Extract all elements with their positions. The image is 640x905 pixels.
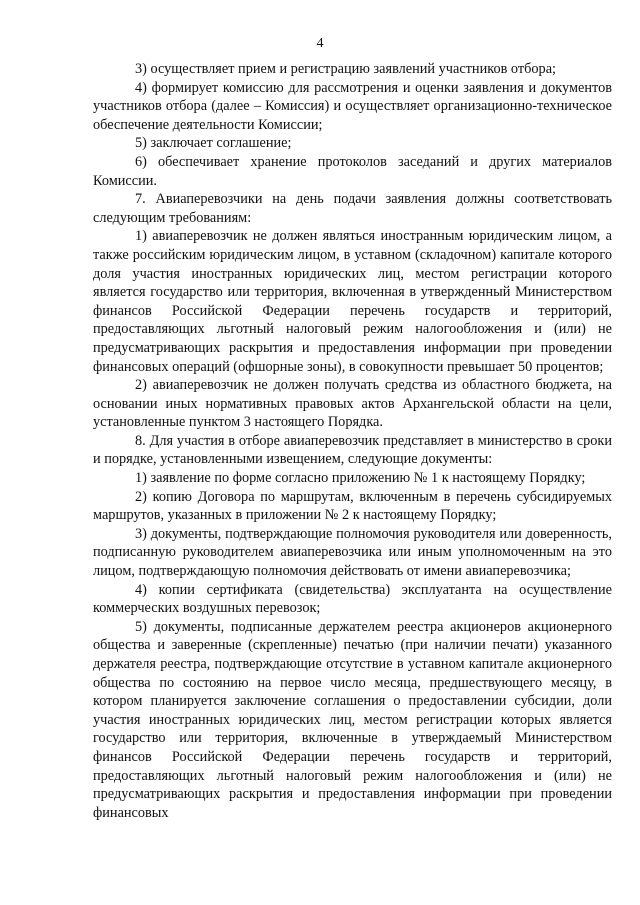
paragraph-document-3: 3) документы, подтверждающие полномочия руководителя или доверенность, подписанную руководителем авиаперевозчика или иным уполномоченным на это лицом, подтверждающую полномочия действовать от имени авиаперевозчика; [93,525,612,580]
paragraph-document-5: 5) документы, подписанные держателем реестра акционеров акционерного общества и заверенные (скрепленные) печатью (при наличии печати) указанного держателя реестра, подтверждающие отсутствие в уставном капитале акционерного общества по состоянию на первое число месяца, предшествующего месяцу, в котором планируется заключение соглашения о предоставлении субсидии, доли участия иностранных юридических лиц, местом регистрации которых является государство или территория, включенные в утверждаемый Министерством финансов Российской Федерации перечень государств и территорий, предоставляющих льготный налоговый режим налогообложения и (или) не предусматривающих раскрытия и предоставления информации при проведении финансовых [93,618,612,821]
paragraph-document-2: 2) копию Договора по маршрутам, включенным в перечень субсидируемых маршрутов, указанных в приложении № 2 к настоящему Порядку; [93,488,612,524]
paragraph-document-4: 4) копии сертификата (свидетельства) эксплуатанта на осуществление коммерческих воздушных перевозок; [93,581,612,617]
paragraph-requirement-2: 2) авиаперевозчик не должен получать средства из областного бюджета, на основании иных нормативных правовых актов Архангельской области на цели, установленные пунктом 3 настоящего Порядка. [93,377,612,431]
paragraph-item-3: 3) осуществляет прием и регистрацию заявлений участников отбора; [135,61,557,77]
paragraph-document-1: 1) заявление по форме согласно приложению № 1 к настоящему Порядку; [135,470,586,487]
page-number: 4 [316,36,324,51]
document-body [93,60,612,822]
paragraph-clause-7: 7. Авиаперевозчики на день подачи заявления должны соответствовать следующим требованиям: [93,191,612,226]
paragraph-item-6: 6) обеспечивает хранение протоколов заседаний и других материалов Комиссии. [93,153,612,189]
paragraph-requirement-1: 1) авиаперевозчик не должен являться иностранным юридическим лицом, а также российским юридическим лицом, в уставном (складочном) капитале которого доля участия иностранных юридических лиц, местом регистрации которого является государство или территория, включенная в утвержденный Министерством финансов Российской Федерации перечень государств и территорий, предоставляющих льготный налоговый режим налогообложения и (или) не предусматривающих раскрытия и предоставления информации при проведении финансовых операций (офшорные зоны), в совокупности превышает 50 процентов; [93,228,612,375]
paragraph-item-5: 5) заключает соглашение; [135,135,292,152]
paragraph-item-4: 4) формирует комиссию для рассмотрения и оценки заявления и документов участников отбора (далее – Комиссия) и осуществляет организационно-техническое обеспечение деятельности Комиссии; [93,79,612,133]
paragraph-clause-8: 8. Для участия в отборе авиаперевозчик представляет в министерство в сроки и порядке, установленными извещением, следующие документы: [93,432,612,468]
